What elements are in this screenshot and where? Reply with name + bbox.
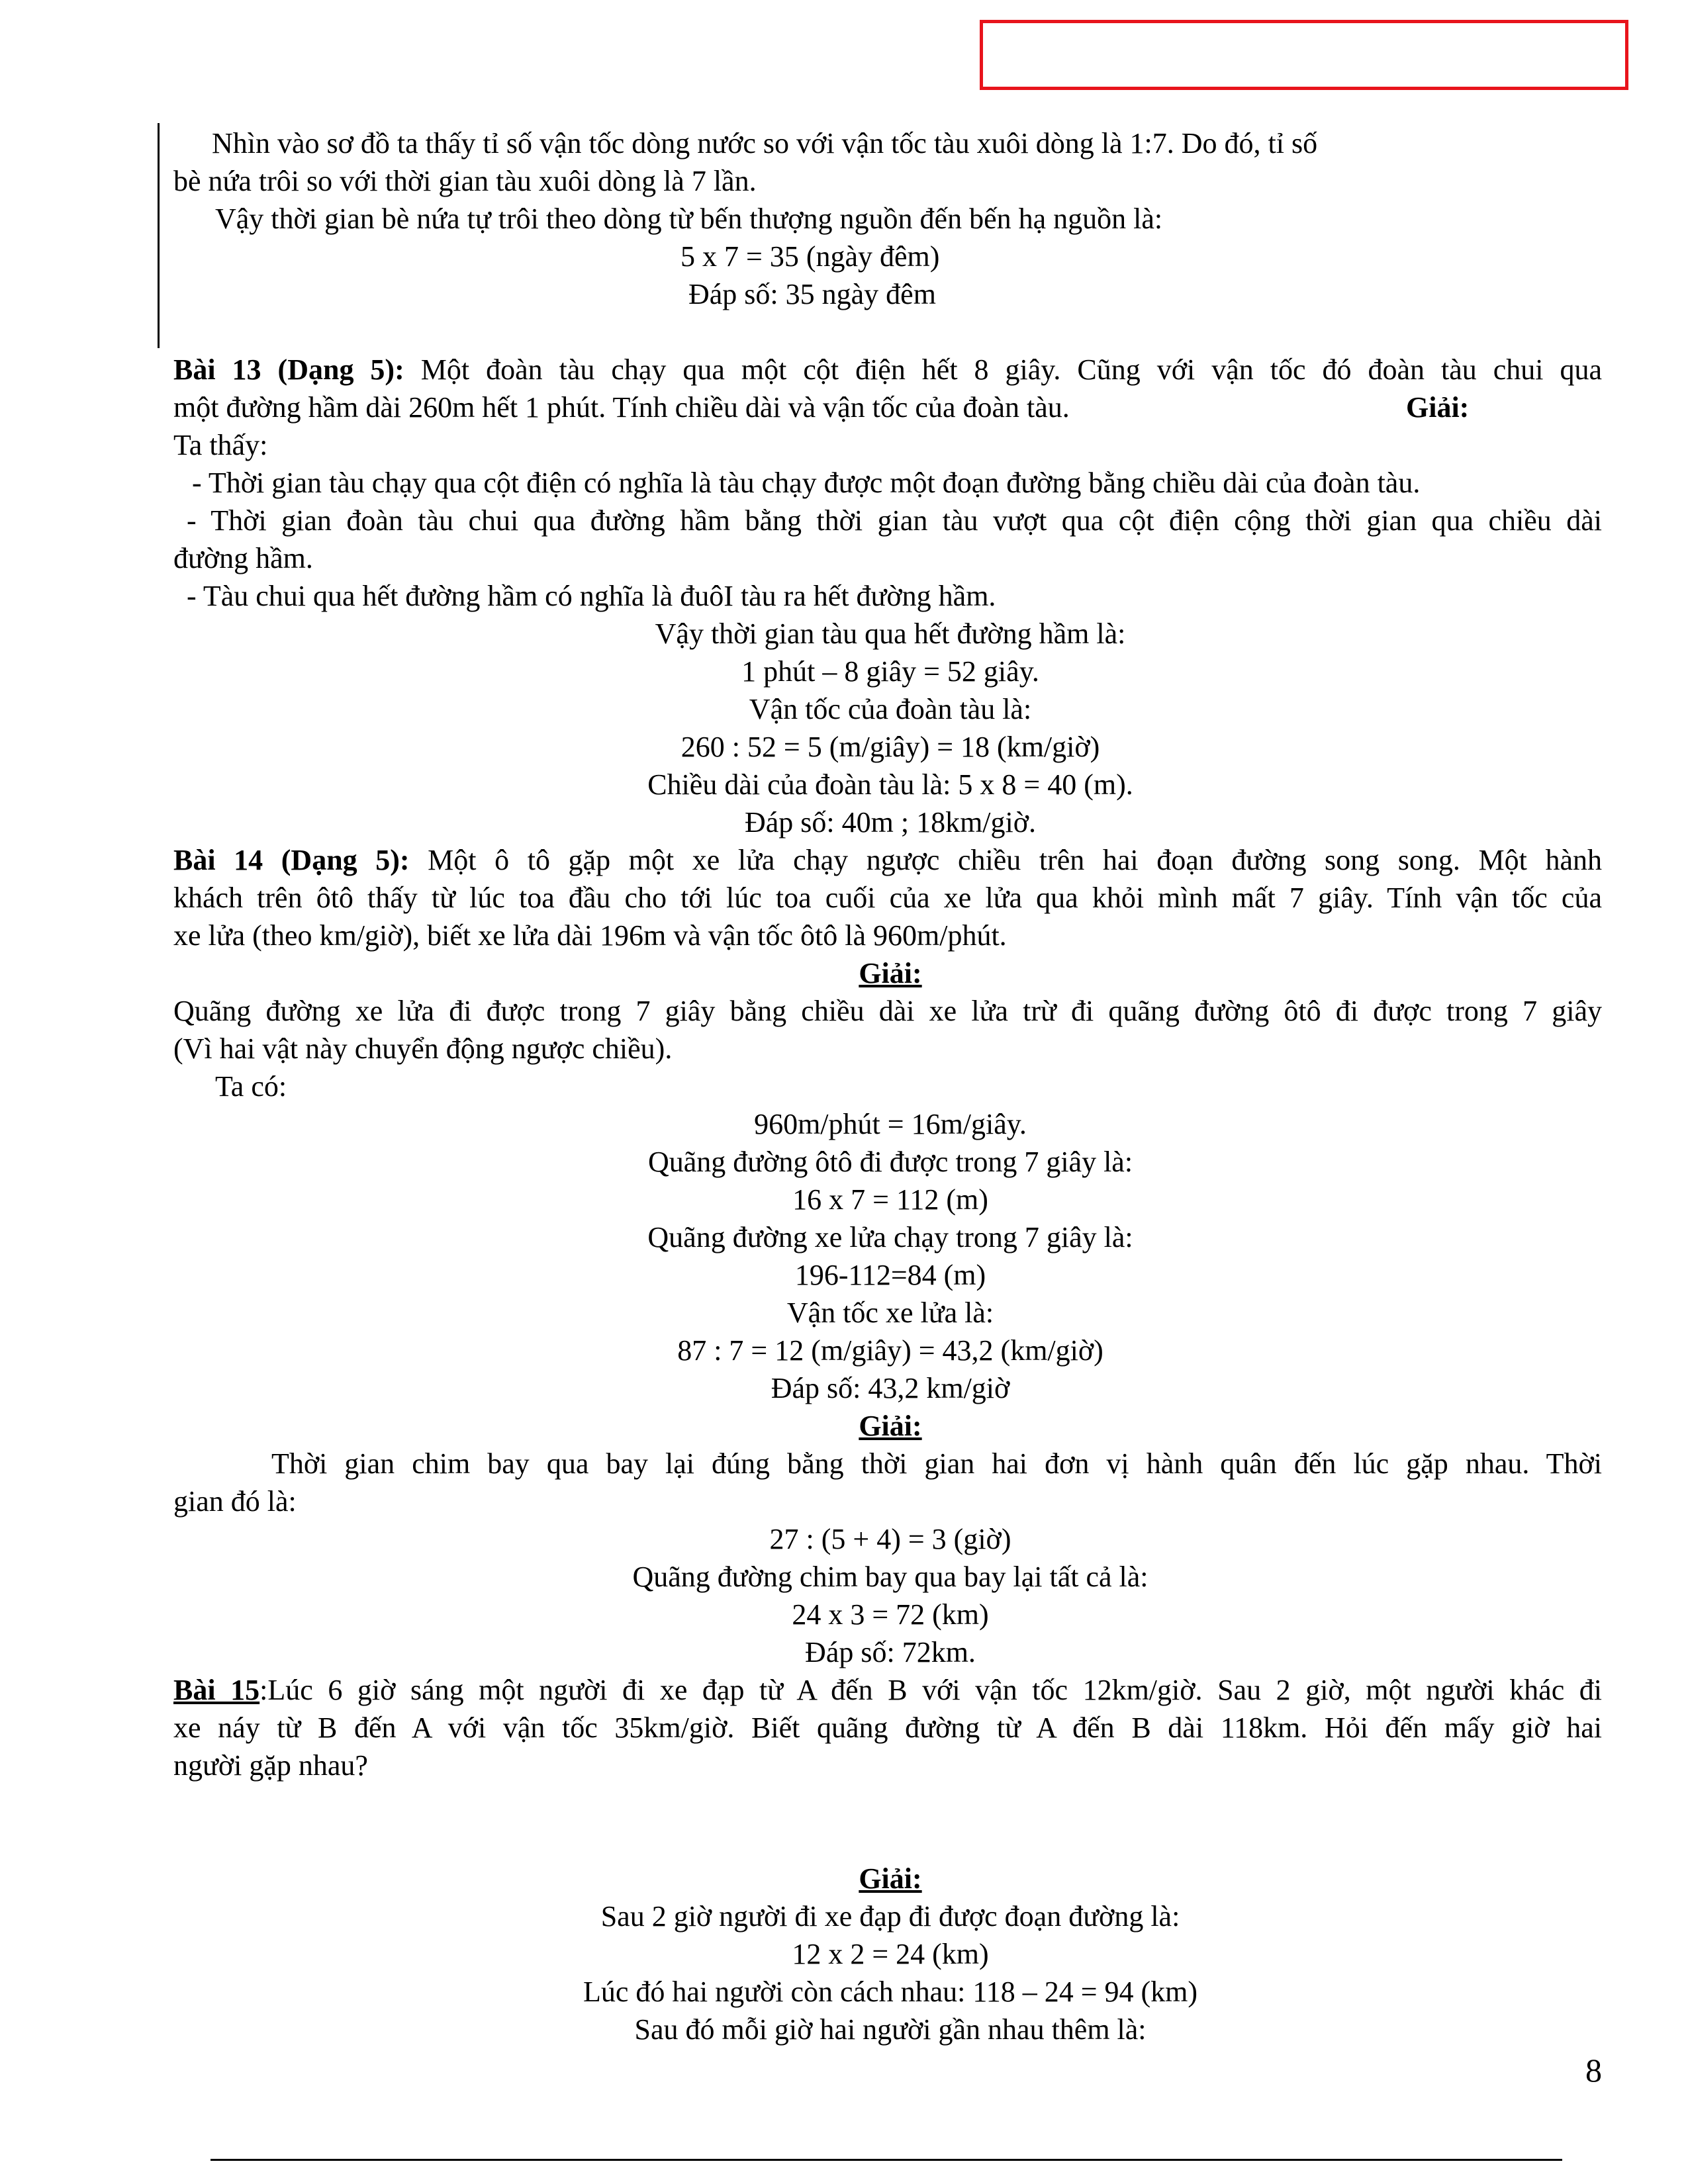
text-line bbox=[0, 1369, 1688, 1407]
line-text: Quãng đường chim bay qua bay lại tất cả là: bbox=[632, 1561, 1149, 1593]
text-line bbox=[0, 1256, 1688, 1294]
line-text: 1 phút – 8 giây = 52 giây. bbox=[741, 655, 1039, 688]
text-line bbox=[0, 1558, 1688, 1596]
line-text: Thời gian chim bay qua bay lại đúng bằng thời gian hai đơn vị hành quân đến lúc gặp nhau. Thời bbox=[271, 1447, 1602, 1480]
line-text: khách trên ôtô thấy từ lúc toa đầu cho tới lúc toa cuối của xe lửa qua khỏi mình mất 7 giây. Tính vận tốc của bbox=[173, 882, 1602, 914]
margin-change-bar bbox=[158, 123, 160, 348]
line-text: Đáp số: 40m ; 18km/giờ. bbox=[744, 806, 1037, 839]
line-text: :Lúc 6 giờ sáng một người đi xe đạp từ A đến B với vận tốc 12km/giờ. Sau 2 giờ, một người khác đi bbox=[259, 1674, 1603, 1706]
text-line bbox=[173, 539, 313, 577]
line-text: - Tàu chui qua hết đường hầm có nghĩa là đuôI tàu ra hết đường hầm. bbox=[187, 580, 996, 612]
text-line bbox=[173, 917, 1007, 954]
problem-label: Bài 15 bbox=[173, 1674, 260, 1706]
line-text: 24 x 3 = 72 (km) bbox=[792, 1598, 989, 1631]
text-line bbox=[173, 1747, 368, 1784]
solution-heading: Giải: bbox=[859, 957, 922, 989]
text-line bbox=[0, 803, 1688, 841]
line-text: xe náy từ B đến A với vận tốc 35km/giờ. Biết quãng đường từ A đến B dài 118km. Hỏi đến mấy giờ hai bbox=[173, 1711, 1602, 1744]
text-line bbox=[0, 1897, 1688, 1935]
text-line bbox=[0, 1973, 1688, 2011]
text-line bbox=[173, 351, 1602, 388]
text-line bbox=[187, 502, 1602, 539]
line-text: Đáp số: 43,2 km/giờ bbox=[771, 1372, 1010, 1404]
section-heading bbox=[0, 1860, 1688, 1897]
line-text: Vận tốc của đoàn tàu là: bbox=[749, 693, 1032, 725]
solution-heading: Giải: bbox=[859, 1862, 922, 1895]
section-heading bbox=[0, 1407, 1688, 1445]
line-text: Quãng đường xe lửa đi được trong 7 giây bằng chiều dài xe lửa trừ đi quãng đường ôtô đi được trong 7 giây bbox=[173, 995, 1602, 1027]
text-line bbox=[192, 464, 1420, 502]
text-line bbox=[173, 388, 1070, 426]
text-line bbox=[0, 1218, 1688, 1256]
line-text: bè nứa trôi so với thời gian tàu xuôi dòng là 7 lần. bbox=[173, 165, 757, 197]
text-line bbox=[0, 2011, 1688, 2048]
text-line bbox=[173, 879, 1602, 917]
text-line bbox=[215, 1068, 287, 1105]
text-line bbox=[0, 653, 1688, 690]
line-text: Quãng đường ôtô đi được trong 7 giây là: bbox=[647, 1146, 1133, 1178]
line-text: Nhìn vào sơ đồ ta thấy tỉ số vận tốc dòng nước so với vận tốc tàu xuôi dòng là 1:7. Do đó, tỉ số bbox=[212, 127, 1318, 159]
text-line bbox=[0, 615, 1688, 653]
line-text: Lúc đó hai người còn cách nhau: 118 – 24 = 94 (km) bbox=[583, 1976, 1198, 2008]
text-line bbox=[0, 1935, 1688, 1973]
line-text: 12 x 2 = 24 (km) bbox=[792, 1938, 989, 1970]
line-text: 196-112=84 (m) bbox=[794, 1259, 986, 1291]
text-line bbox=[271, 1445, 1602, 1482]
line-text: đường hầm. bbox=[173, 542, 313, 574]
text-line bbox=[0, 1294, 1688, 1332]
line-text: Chiều dài của đoàn tàu là: 5 x 8 = 40 (m). bbox=[647, 768, 1133, 801]
solution-heading-inline: Giải: bbox=[1406, 391, 1470, 424]
solution-heading: Giải: bbox=[859, 1410, 922, 1442]
problem-label: Bài 13 (Dạng 5): bbox=[173, 353, 404, 386]
text-line bbox=[0, 1520, 1688, 1558]
line-text: Quãng đường xe lửa chạy trong 7 giây là: bbox=[647, 1221, 1133, 1253]
text-line bbox=[173, 1709, 1602, 1747]
text-line bbox=[212, 124, 1317, 162]
line-text: (Vì hai vật này chuyển động ngược chiều). bbox=[173, 1032, 673, 1065]
line-text: người gặp nhau? bbox=[173, 1749, 368, 1782]
text-line bbox=[173, 992, 1602, 1030]
line-text: xe lửa (theo km/giờ), biết xe lửa dài 196m và vận tốc ôtô là 960m/phút. bbox=[173, 919, 1007, 952]
line-text: Vận tốc xe lửa là: bbox=[786, 1297, 994, 1329]
text-line bbox=[215, 200, 1162, 238]
text-line bbox=[0, 1332, 1688, 1369]
line-text: Một đoàn tàu chạy qua một cột điện hết 8 giây. Cũng với vận tốc đó đoàn tàu chui qua bbox=[404, 353, 1603, 386]
line-text: Đáp số: 35 ngày đêm bbox=[688, 278, 936, 310]
text-line bbox=[173, 1482, 297, 1520]
line-text: 16 x 7 = 112 (m) bbox=[792, 1183, 988, 1216]
line-text: Ta thấy: bbox=[173, 429, 268, 461]
problem-label: Bài 14 (Dạng 5): bbox=[173, 844, 410, 876]
text-line bbox=[0, 690, 1688, 728]
line-text: Đáp số: 72km. bbox=[805, 1636, 976, 1668]
section-heading bbox=[0, 954, 1688, 992]
text-line bbox=[173, 162, 757, 200]
text-line bbox=[187, 577, 996, 615]
line-text: - Thời gian tàu chạy qua cột điện có nghĩa là tàu chạy được một đoạn đường bằng chiều dài của đoàn tàu. bbox=[192, 467, 1421, 499]
text-line bbox=[0, 1143, 1688, 1181]
text-line bbox=[0, 766, 1688, 803]
text-line bbox=[173, 426, 267, 464]
text-line bbox=[0, 1633, 1688, 1671]
line-text: một đường hầm dài 260m hết 1 phút. Tính chiều dài và vận tốc của đoàn tàu. bbox=[173, 391, 1070, 424]
text-line bbox=[0, 1105, 1688, 1143]
text-line bbox=[173, 1030, 672, 1068]
text-line bbox=[688, 275, 936, 313]
line-text: 27 : (5 + 4) = 3 (giờ) bbox=[769, 1523, 1011, 1555]
line-text: 960m/phút = 16m/giây. bbox=[754, 1108, 1027, 1140]
text-line bbox=[0, 728, 1688, 766]
line-text: Vậy thời gian bè nứa tự trôi theo dòng từ bến thượng nguồn đến bến hạ nguồn là: bbox=[215, 203, 1163, 235]
line-text: 5 x 7 = 35 (ngày đêm) bbox=[680, 240, 940, 273]
header-red-box bbox=[980, 20, 1628, 90]
text-line bbox=[173, 1671, 1602, 1709]
text-line bbox=[173, 841, 1602, 879]
line-text: 260 : 52 = 5 (m/giây) = 18 (km/giờ) bbox=[680, 731, 1100, 763]
text-line bbox=[0, 1181, 1688, 1218]
line-text: 87 : 7 = 12 (m/giây) = 43,2 (km/giờ) bbox=[677, 1334, 1103, 1367]
line-text: Một ô tô gặp một xe lửa chạy ngược chiều trên hai đoạn đường song song. Một hành bbox=[409, 844, 1602, 876]
footer-rule bbox=[211, 2159, 1562, 2161]
line-text: Ta có: bbox=[215, 1070, 287, 1103]
line-text: - Thời gian đoàn tàu chui qua đường hầm bằng thời gian tàu vượt qua cột điện cộng thời gian qua chiều dài bbox=[187, 504, 1602, 537]
page-number: 8 bbox=[1585, 2052, 1602, 2089]
text-line bbox=[0, 1596, 1688, 1633]
text-line bbox=[680, 238, 939, 275]
line-text: gian đó là: bbox=[173, 1485, 297, 1518]
line-text: Vậy thời gian tàu qua hết đường hầm là: bbox=[655, 617, 1126, 650]
line-text: Sau 2 giờ người đi xe đạp đi được đoạn đường là: bbox=[600, 1900, 1180, 1933]
line-text: Sau đó mỗi giờ hai người gần nhau thêm là: bbox=[634, 2013, 1147, 2046]
